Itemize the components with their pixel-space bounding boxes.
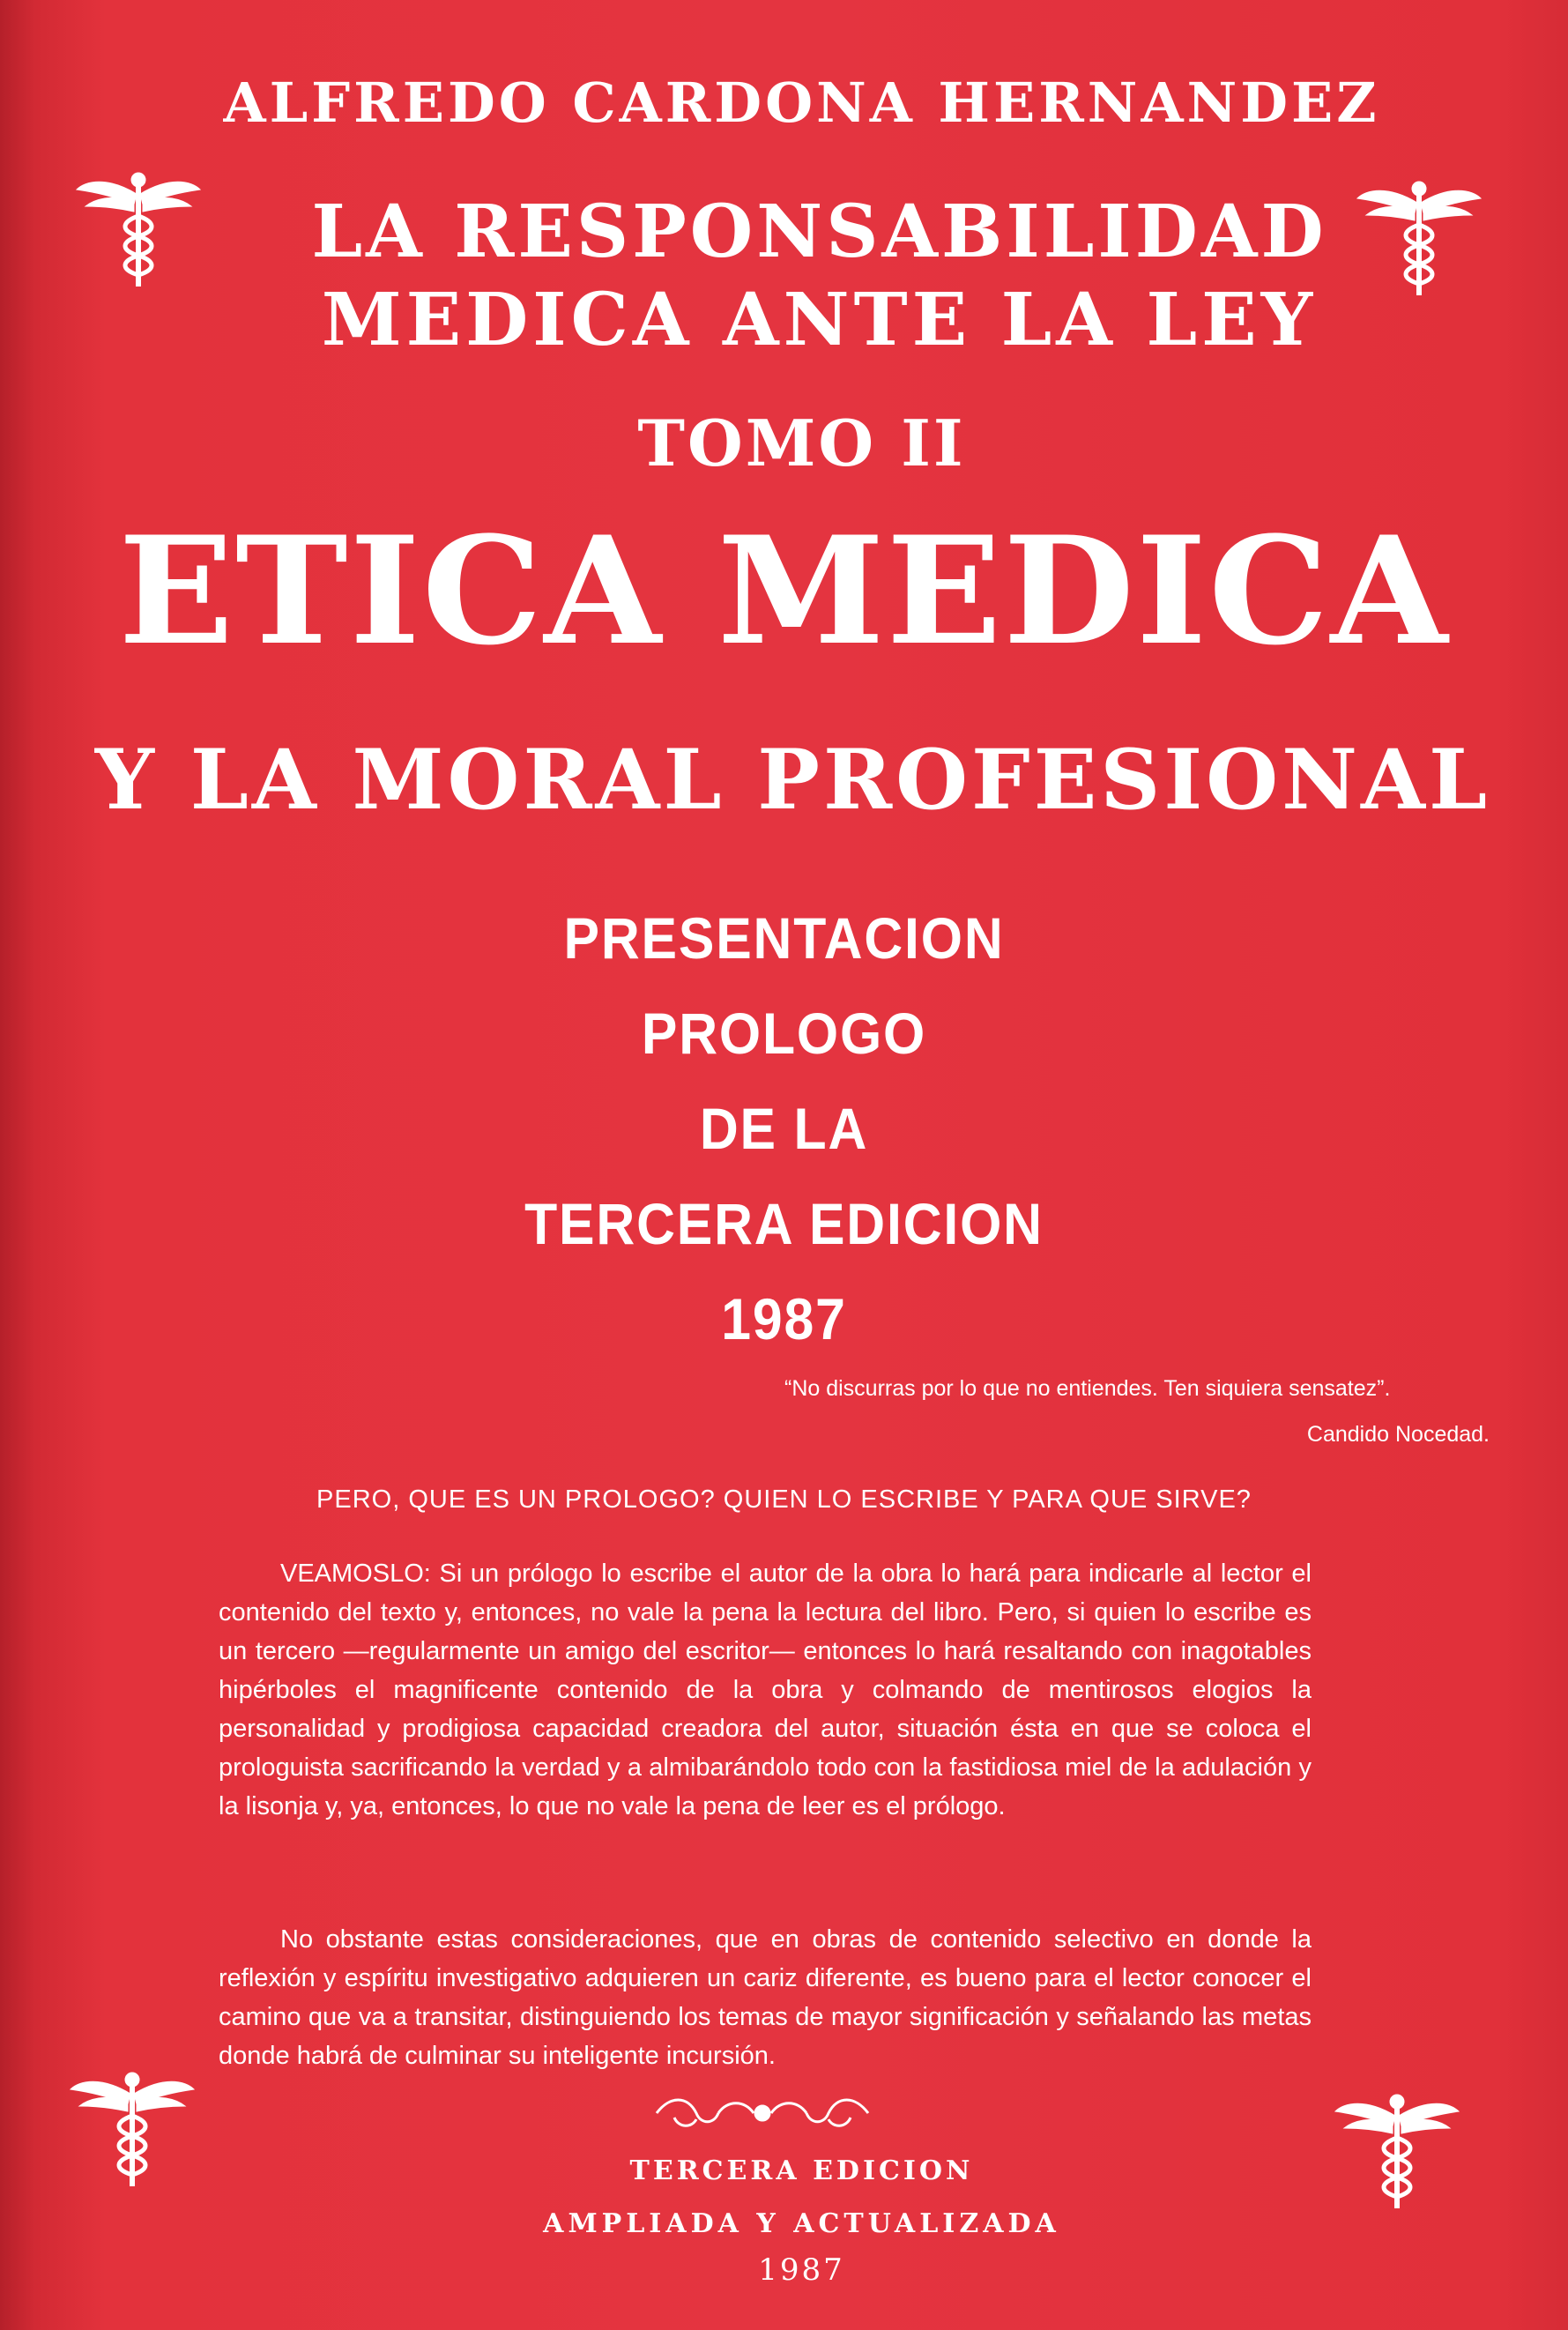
edition-year: 1987 bbox=[758, 2252, 845, 2288]
series-title-line1: LA RESPONSABILIDAD bbox=[311, 190, 1327, 274]
heading-line: PROLOGO bbox=[641, 1001, 927, 1066]
heading-line: TERCERA EDICION bbox=[524, 1191, 1044, 1256]
body-paragraph: VEAMOSLO: Si un prólogo lo escribe el autor de la obra lo hará para indicarle al lector el contenido del texto y, entonces, no vale la pena la lectura del libro. Pero, si quien lo escribe es un tercero —regularmente un amigo del escritor— entonces lo hará resaltando con inagotables hipérboles el magnificente contenido de la obra y colmando de mentirosos elogios la personalidad y prodigiosa capacidad creadora del autor, situación ésta en que se coloca el prologuista sacrificando la verdad y a almibarándolo todo con la fastidiosa miel de la adulación y la lisonja y, ya, entonces, lo que no vale la pena de leer es el prólogo. bbox=[219, 1560, 1312, 1820]
series-title-line2: MEDICA ANTE LA LEY bbox=[321, 278, 1318, 362]
caduceus-icon bbox=[1331, 2089, 1463, 2213]
heading-line: DE LA bbox=[699, 1096, 869, 1161]
subtitle: Y LA MORAL PROFESIONAL bbox=[94, 732, 1491, 829]
edition-label: TERCERA EDICION bbox=[629, 2155, 974, 2186]
heading-year: 1987 bbox=[721, 1286, 847, 1351]
author-name: ALFREDO CARDONA HERNANDEZ bbox=[223, 71, 1380, 135]
volume-label: TOMO II bbox=[637, 406, 966, 480]
section-heading bbox=[0, 890, 1568, 1366]
edition-note: AMPLIADA Y ACTUALIZADA bbox=[543, 2208, 1060, 2239]
body-paragraph: No obstante estas consideraciones, que en obras de contenido selectivo en donde la reflexión y espíritu investigativo adquieren un cariz diferente, es bueno para el lector conocer el camino que va a transitar, distinguiendo los temas de mayor significación y señalando las metas donde habrá de culminar su inteligente incursión. bbox=[219, 1925, 1312, 2070]
ornament-icon bbox=[648, 2091, 877, 2135]
question-heading: PERO, QUE ES UN PROLOGO? QUIEN LO ESCRIBE Y PARA QUE SIRVE? bbox=[316, 1485, 1252, 1514]
heading-line: PRESENTACION bbox=[563, 905, 1005, 971]
epigraph-attribution: Candido Nocedad. bbox=[1306, 1422, 1490, 1447]
main-title: ETICA MEDICA bbox=[118, 503, 1450, 678]
epigraph-quote: “No discurras por lo que no entiendes. Ten siquiera sensatez”. bbox=[784, 1376, 1391, 1401]
